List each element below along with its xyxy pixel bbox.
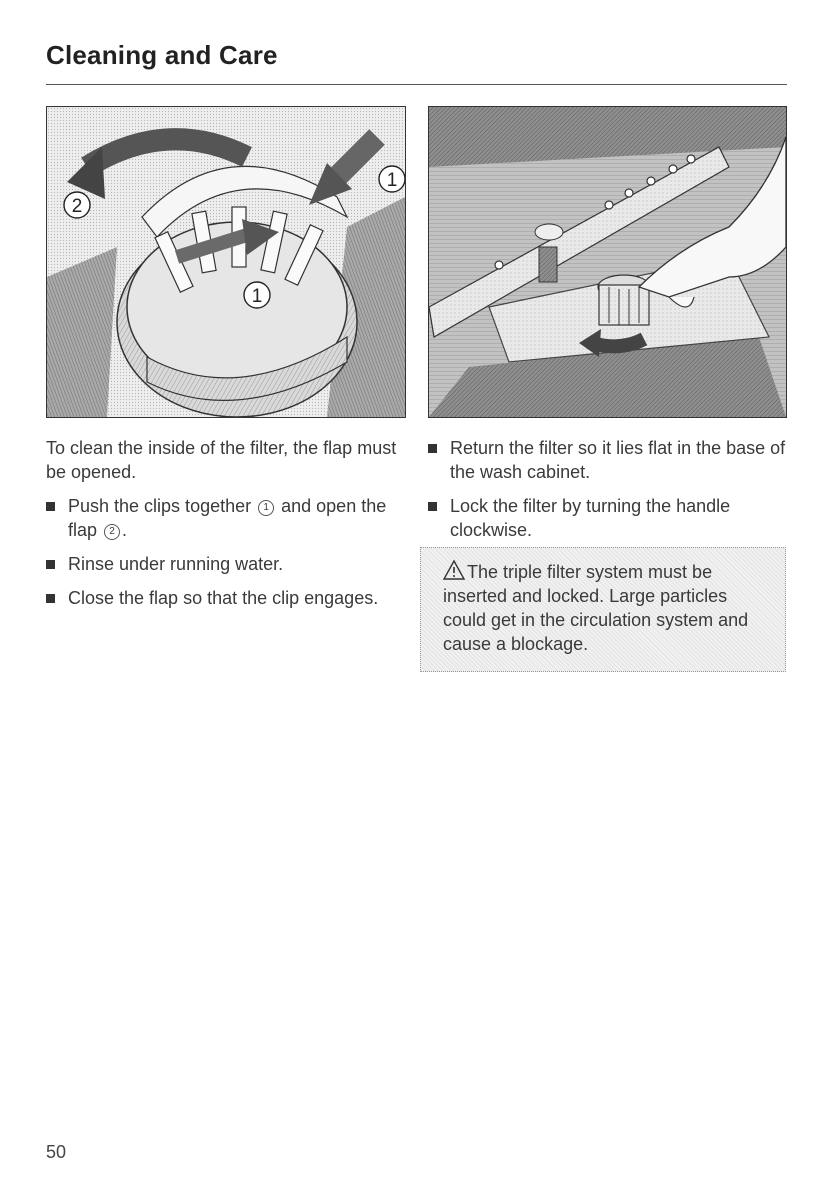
list-item [46, 552, 406, 576]
step-text: . [122, 520, 128, 540]
bullet-square-icon [46, 594, 55, 603]
title-divider [46, 84, 787, 85]
figure-label: 1 [386, 170, 398, 191]
list-item [46, 586, 406, 610]
warning-box [420, 547, 786, 672]
step-text: Return the filter so it lies flat in the base of the wash cabinet. [450, 438, 786, 482]
bullet-square-icon [46, 502, 55, 511]
step-text: Lock the filter by turning the handle clockwise. [450, 496, 731, 540]
filter-lock-illustration [428, 106, 787, 418]
list-item [46, 494, 406, 542]
intro-paragraph: To clean the inside of the filter, the flap must be opened. [46, 438, 397, 482]
bullet-square-icon [428, 502, 437, 511]
callout-marker: 2 [104, 524, 120, 540]
bullet-square-icon [46, 560, 55, 569]
figure-label: 2 [71, 196, 83, 217]
warning-paragraph [443, 560, 769, 656]
warning-triangle-icon [443, 560, 465, 580]
left-step-list [46, 494, 406, 610]
step-text: Rinse under running water. [68, 554, 284, 574]
list-item [428, 436, 788, 484]
callout-marker: 1 [258, 500, 274, 516]
list-item [428, 494, 788, 542]
right-text-column [428, 436, 788, 552]
step-text: Close the flap so that the clip engages. [68, 588, 379, 608]
step-text: and open the flap [68, 496, 387, 540]
left-text-column [46, 436, 406, 620]
page-number: 50 [46, 1142, 67, 1162]
warning-text: The triple filter system must be inserted and locked. Large particles could get in the circulation system and cause a blockage. [443, 562, 749, 654]
filter-flap-illustration [46, 106, 406, 418]
bullet-square-icon [428, 444, 437, 453]
figure-label: 1 [251, 286, 263, 307]
step-text: Push the clips together [68, 496, 257, 516]
section-title: Cleaning and Care [46, 40, 278, 70]
right-step-list [428, 436, 788, 542]
